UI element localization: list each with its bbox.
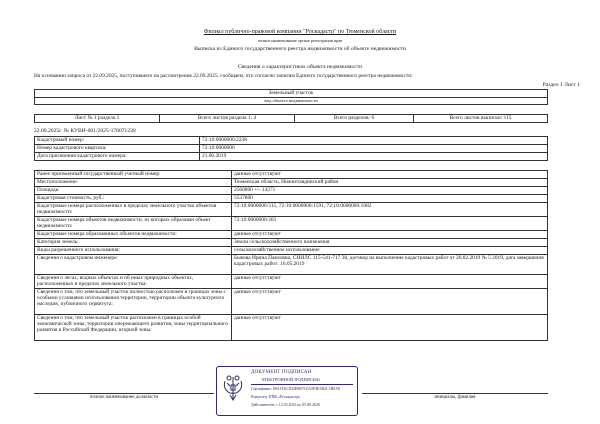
position-line [34,393,214,394]
detail-value: данные отсутствуют [232,289,548,315]
org-name: Филиал публично-правовой компании "Роскадастр" по Тюменской области [203,29,397,35]
details-table [34,170,548,341]
detail-label: Категория земель: [35,239,232,247]
coat-of-arms-icon [221,373,245,403]
detail-label: Виды разрешенного использования: [35,247,232,255]
detail-value: 2560000 +/- 14271 [232,187,548,195]
extract-title: Выписка из Единого государственного реестра недвижимости об объекте недвижимости [194,46,406,52]
section-label: Раздел 1 Лист 1 [542,82,580,88]
position-label: полное наименование должности [89,395,159,400]
detail-label: Сведения о кадастровом инженере: [35,255,232,275]
electronic-signature-stamp [216,366,358,416]
detail-row [35,195,548,203]
detail-label: Сведения о том, что земельный участок расположен в границах особой экономической зоны, территории опережающего развития, зоны территориального развития в Российской Федерации, игорной зоны: [35,315,232,341]
extract-subtitle: Сведения о характеристиках объекта недвижимости [237,64,363,70]
object-type-note: вид объекта недвижимости [35,98,548,105]
detail-label: Кадастровые номера объектов недвижимости, из которых образован объект недвижимости: [35,217,232,231]
detail-label: Сведения о лесах, водных объектах и об иных природных объектах, расположенных в пределах земельного участка: [35,275,232,289]
total-sections: Всего разделов: 6 [295,115,414,123]
detail-value: сельскохозяйственное использование [232,247,548,255]
stamp-line: Сертификат: 00A1F4C3D2E8B7C6A5F4E3D2C1B0A9 [251,387,341,391]
info-row [35,153,548,161]
detail-value: Тюменская область, Нижнетавдинский район [232,179,548,187]
object-type: Земельный участок [35,90,548,98]
detail-label: Сведения о том, что земельный участок полностью расположен в границах зоны с особыми условиями использования территории, территории объекта культурного наследия, публичного сервитута: [35,289,232,315]
intro-text: На основании запроса от 22.09.2025, поступившего на рассмотрение 22.09.2025, сообщаем, что согласно записям Единого государственного реестра недвижимости: [34,73,413,79]
stamp-line: Владелец: ППК «Роскадастр» [251,395,301,399]
info-value: 21.06.2019 [200,153,548,161]
detail-row [35,179,548,187]
stamp-line: Действителен: с 12.03.2025 по 05.06.2026 [251,403,320,407]
info-value: 72:10:0000000 [200,145,548,153]
sheet-row-table [34,114,548,123]
detail-row [35,187,548,195]
detail-row [35,217,548,231]
detail-row [35,203,548,217]
org-note: полное наименование органа регистрации прав [257,38,343,43]
detail-row [35,255,548,275]
detail-row [35,239,548,247]
detail-value: данные отсутствуют [232,275,548,289]
basic-info-table [34,136,548,161]
name-label: инициалы, фамилия [434,395,476,400]
detail-value: 72:10:0000000:303 [232,217,548,231]
info-value: 72:10:0000000:2238 [200,137,548,145]
name-line [362,393,548,394]
detail-row [35,247,548,255]
detail-row [35,171,548,179]
total-sheets-extract: Всего листов выписки: 115 [414,115,548,123]
document-number: 22.09.2025г. № КУВИ-001/2025-178071238 [34,128,136,134]
stamp-title: ДОКУМЕНТ ПОДПИСАН [251,370,312,375]
object-type-table [34,89,548,105]
info-label: Номер кадастрового квартала: [35,145,200,153]
detail-label: Площадь: [35,187,232,195]
detail-label: Кадастровые номера образованных объектов недвижимости: [35,231,232,239]
detail-label: Кадастровая стоимость, руб.: [35,195,232,203]
detail-value: Быкова Ирина Павловна, СНИЛС 115-541-717 38, договор на выполнение кадастровых работ от 26.02.2019 № 5 2019, дата завершения кадастровых работ: 16.05.2019 [232,255,548,275]
total-sheets-section: Всего листов раздела 1: 4 [160,115,295,123]
detail-row [35,315,548,341]
stamp-subtitle: ЭЛЕКТРОННОЙ ПОДПИСЬЮ [261,377,320,382]
sheet-number: Лист № 1 раздела 1 [35,115,160,123]
detail-row [35,231,548,239]
detail-value: Земли сельскохозяйственного назначения [232,239,548,247]
detail-row [35,275,548,289]
info-label: Дата присвоения кадастрового номера: [35,153,200,161]
stamp-divider [251,384,353,385]
detail-label: Местоположение: [35,179,232,187]
detail-label: Кадастровые номера расположенных в пределах земельного участка объектов недвижимости: [35,203,232,217]
detail-label: Ранее присвоенный государственный учетный номер: [35,171,232,179]
detail-value: 72:10:0000000:315, 72:10:0000000:1591, 72:10:0000000:1082 [232,203,548,217]
info-row [35,145,548,153]
detail-row [35,289,548,315]
detail-value: данные отсутствуют [232,171,548,179]
info-label: Кадастровый номер: [35,137,200,145]
info-row [35,137,548,145]
detail-value: 5537800 [232,195,548,203]
detail-value: данные отсутствуют [232,315,548,341]
detail-value: данные отсутствуют [232,231,548,239]
